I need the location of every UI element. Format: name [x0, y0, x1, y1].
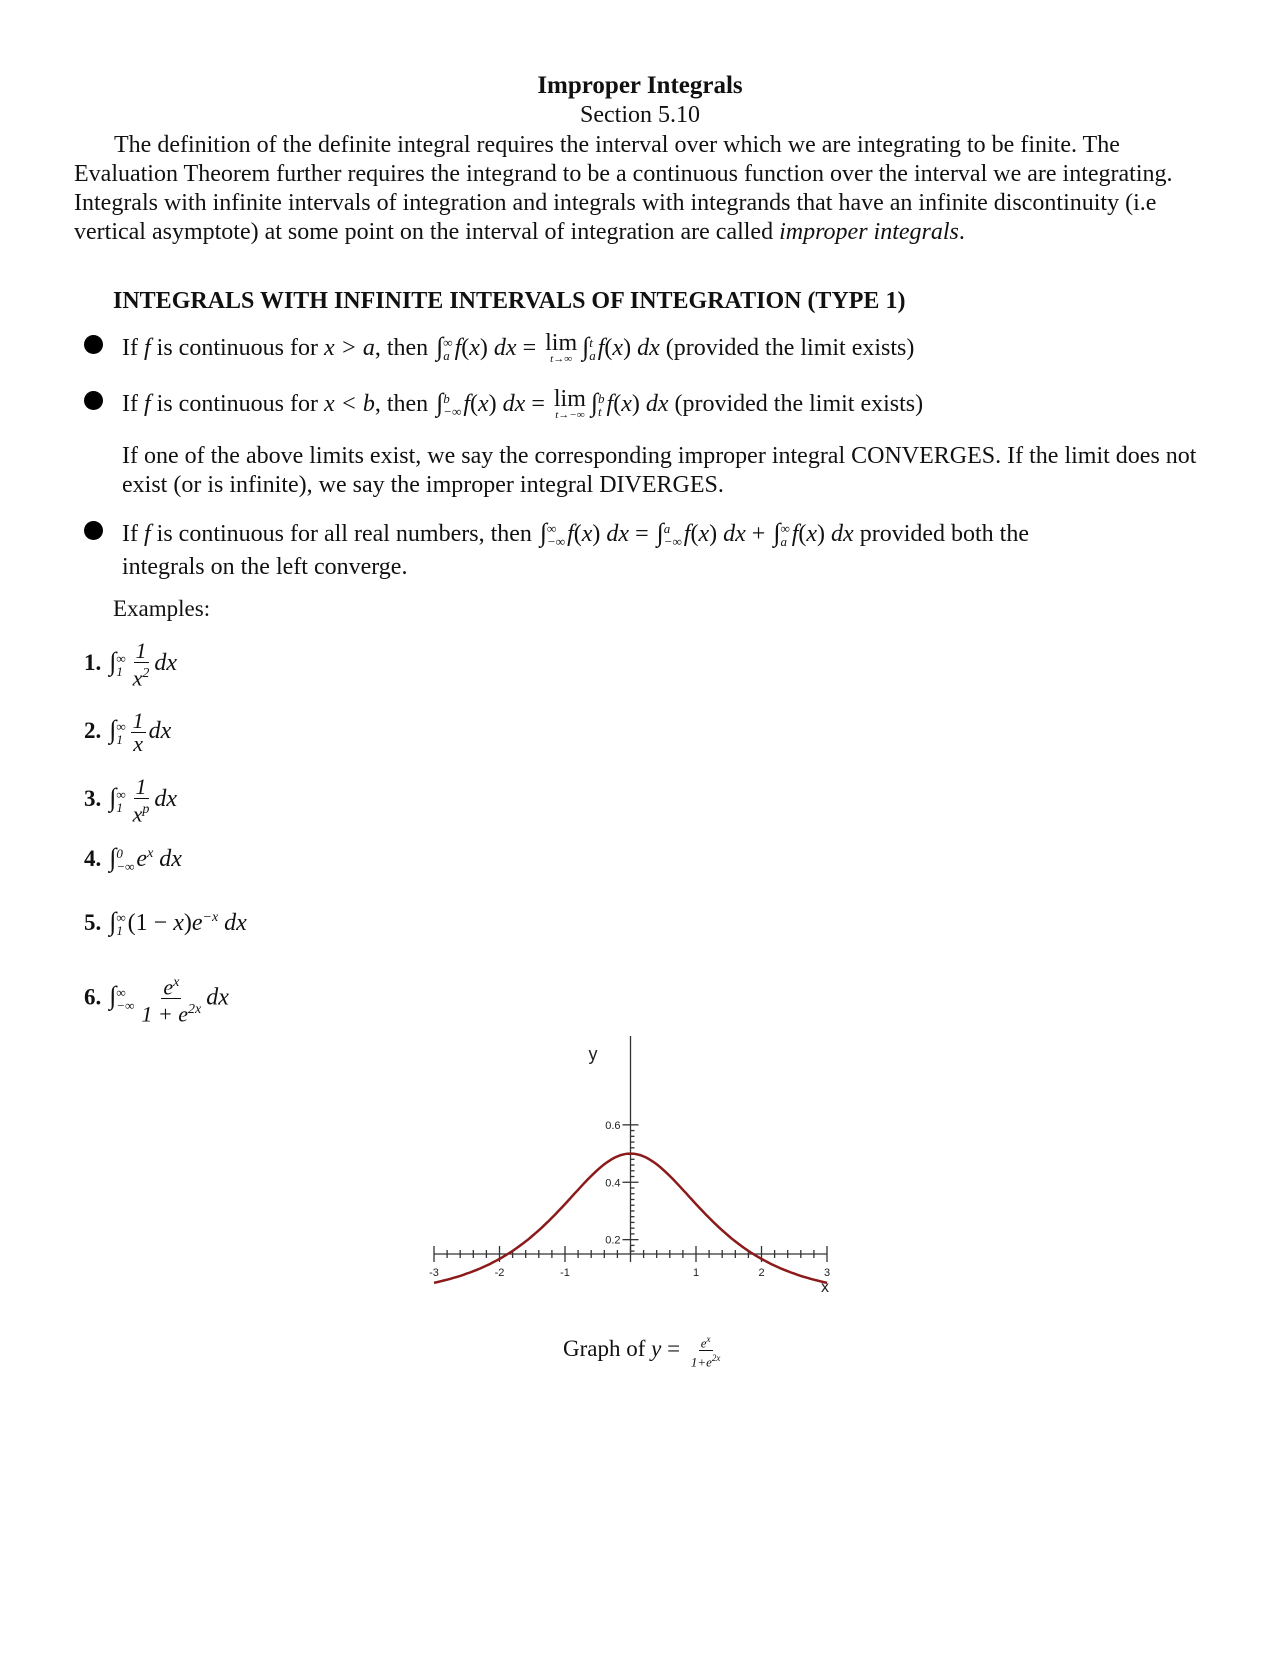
x-axis-label: x [821, 1279, 829, 1296]
bullet-3-line2: integrals on the left converge. [122, 554, 408, 580]
bullet-dot [84, 335, 103, 354]
page-title: Improper Integrals [537, 72, 743, 99]
example-number: 5. [84, 910, 102, 935]
y-tick-label: 0.2 [605, 1234, 621, 1247]
intro-text: The definition of the definite integral requires the interval over which we are integrating to be finite. The Evaluation Theorem further requires the integrand to be a continuous function over the interval we are integrating. Integrals with infinite intervals of integration and integrals with integrands that have an infinite discontinuity (i.e vertical asymptote) at some point on the interval of integration are called [74, 132, 1173, 245]
intro-emphasis: improper integrals [779, 219, 959, 245]
bullet-3-tail: provided both the [859, 521, 1030, 547]
function-graph [420, 1030, 880, 1310]
bullet-2-then: , then [374, 391, 429, 417]
bullet-1-f: f [143, 335, 151, 361]
examples-label: Examples: [113, 596, 211, 621]
example-5: 5. ∫ ∞ 1 $(1 - x)e^{-x}$ dx [84, 907, 247, 939]
example-2: 2. ∫ ∞ 1 $\frac{1}{x}$ dx [84, 708, 172, 756]
x-tick-label: -3 [429, 1267, 439, 1279]
bullet-3-f: f [143, 521, 151, 547]
section-subtitle: Section 5.10 [580, 102, 700, 128]
example-number: 6. [84, 984, 102, 1010]
y-tick-label: 0.6 [605, 1119, 621, 1132]
x-tick-label: 2 [758, 1267, 765, 1279]
bullet-2 [122, 388, 923, 420]
example-4: 4. ∫ 0 −∞ $e^x$ dx [84, 843, 182, 875]
bullet-1-tail: (provided the limit exists) [665, 335, 915, 361]
example-number: 4. [84, 846, 102, 871]
bullet-2-formula: ∫ b −∞ f(x) dx = lim t→−∞ ∫ b t f(x) dx [436, 386, 669, 421]
x-tick-label: 1 [692, 1267, 700, 1279]
bullet-1-ineq: x > a [323, 335, 375, 361]
example-6: 6. ∫ ∞ −∞ $\frac{e^x}{1 + e^{2x}}$ dx [84, 972, 229, 1026]
bullet-2-ineq: x < b [323, 391, 375, 417]
caption-eq: = [661, 1336, 686, 1362]
bullet-2-cond: is continuous for [150, 391, 324, 417]
x-tick-label: -1 [560, 1267, 570, 1279]
bullet-1-formula: ∫ ∞ a f(x) dx = lim t→∞ ∫ t a f(x) dx [436, 330, 660, 365]
example-1: 1. ∫ ∞ 1 $\frac{1}{x^2}$ dx [84, 638, 178, 691]
intro-paragraph [74, 131, 1214, 247]
bullet-1 [122, 332, 914, 364]
y-tick-label: 0.4 [605, 1177, 621, 1190]
bullet-1-cond: is continuous for [150, 335, 324, 361]
y-axis-label: y [588, 1044, 598, 1064]
intro-end: . [958, 219, 965, 245]
bullet-3-pre: If [122, 521, 144, 547]
bullet-dot [84, 391, 103, 410]
bullet-3 [122, 518, 1029, 548]
bullet-dot [84, 521, 103, 540]
x-tick-label: 3 [823, 1267, 831, 1279]
bullet-2-f: f [143, 391, 151, 417]
caption-y: y [651, 1336, 662, 1362]
bullet-3-formula: ∫ ∞ −∞ f(x) dx = ∫ a −∞ f(x) dx + ∫ ∞ a f(x) dx [539, 518, 854, 550]
bullet-2-pre: If [122, 391, 144, 417]
bullet-1-pre: If [122, 335, 144, 361]
example-number: 2. [84, 718, 102, 744]
example-number: 1. [84, 650, 102, 676]
example-number: 3. [84, 786, 102, 812]
caption-pre: Graph of [563, 1336, 652, 1362]
bullet-2-tail: (provided the limit exists) [674, 391, 924, 417]
converge-note: If one of the above limits exist, we say the corresponding improper integral CONVERGES. If the limit does not exist (or is infinite), we say the improper integral DIVERGES. [122, 443, 1197, 498]
graph-caption: Graph of y = $\frac{e^x}{1+e^{2x}}$ [563, 1334, 721, 1370]
example-3: 3. ∫ ∞ 1 $\frac{1}{x^p}$ dx [84, 774, 178, 827]
chart-axes [434, 1036, 827, 1254]
bullet-3-cond: is continuous for all real numbers, then [150, 521, 532, 547]
bullet-1-then: , then [374, 335, 429, 361]
section-heading: INTEGRALS WITH INFINITE INTERVALS OF INTEGRATION (TYPE 1) [113, 288, 906, 314]
x-tick-label: -2 [494, 1267, 505, 1279]
